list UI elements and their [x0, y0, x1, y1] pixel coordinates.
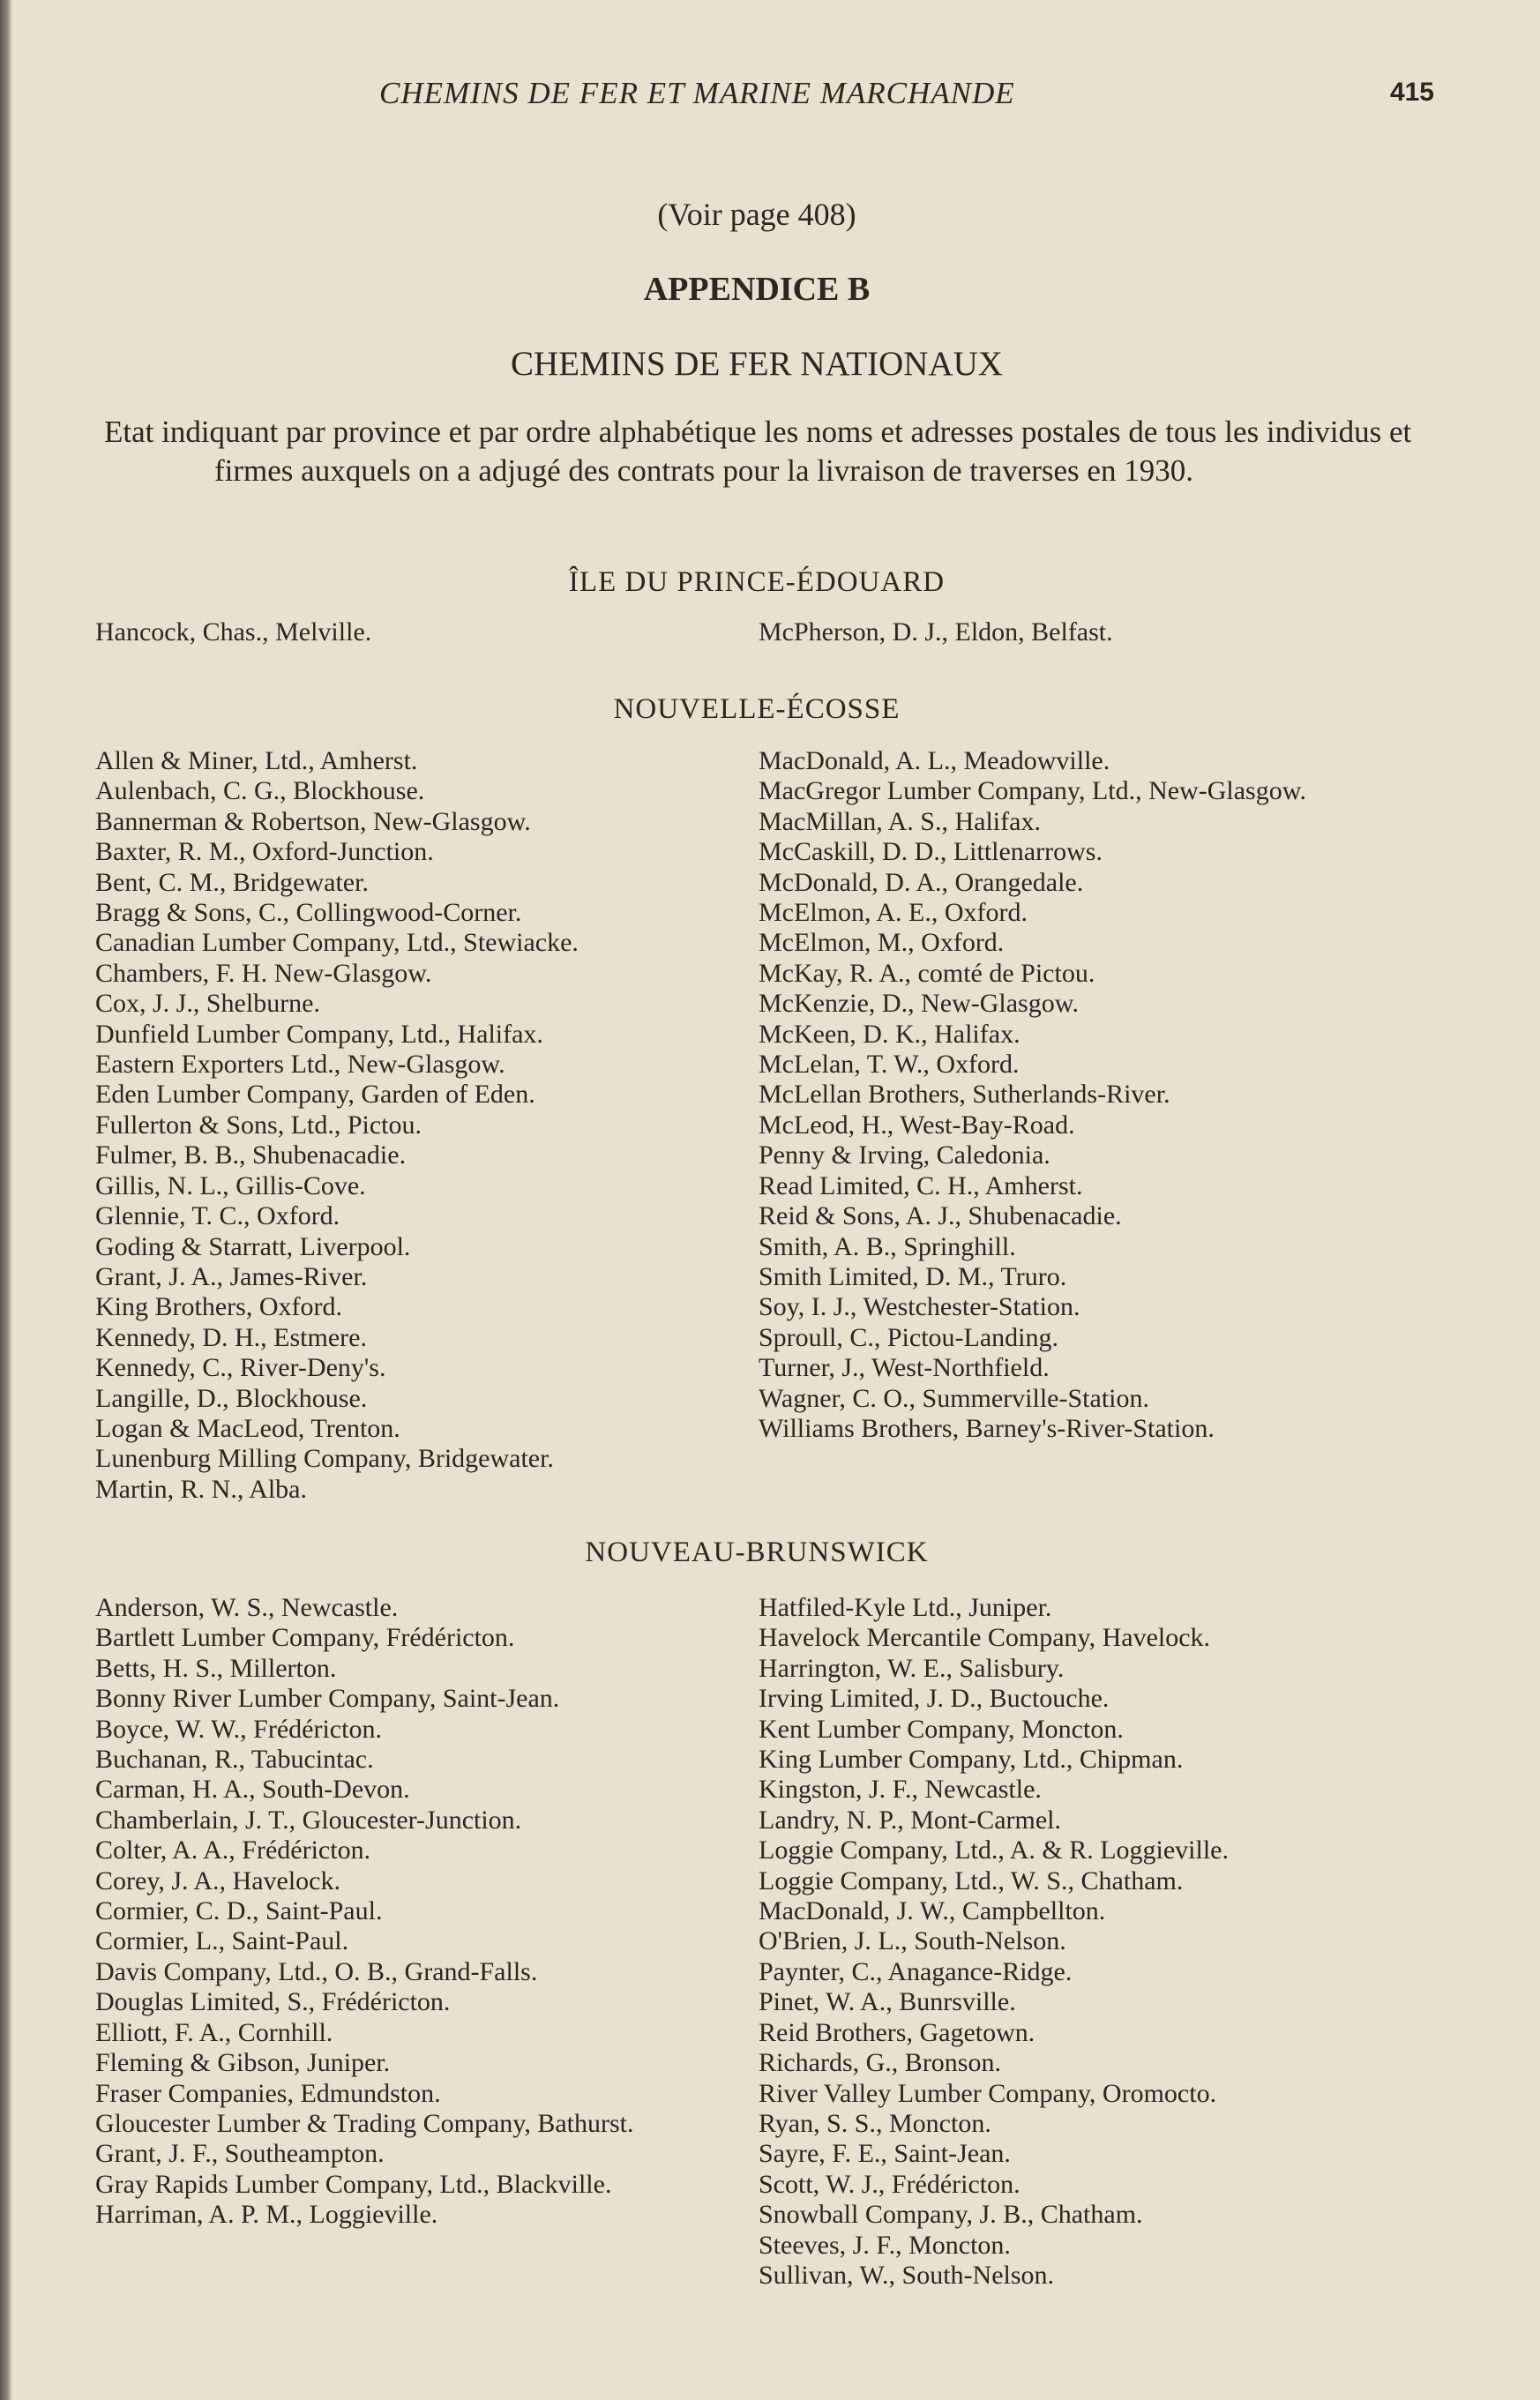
- list-item: Bent, C. M., Bridgewater.: [95, 867, 369, 897]
- list-item: Grant, J. F., Southeampton.: [95, 2139, 385, 2169]
- list-item: Loggie Company, Ltd., A. & R. Loggieville.: [759, 1836, 1229, 1865]
- list-item: Irving Limited, J. D., Buctouche.: [759, 1684, 1110, 1714]
- pei-right-column: [759, 617, 1429, 647]
- list-item: Penny & Irving, Caledonia.: [759, 1140, 1050, 1170]
- list-item: Bragg & Sons, C., Collingwood-Corner.: [95, 898, 522, 928]
- list-item: Turner, J., West-Northfield.: [759, 1353, 1050, 1383]
- list-item: MacGregor Lumber Company, Ltd., New-Glasgow.: [759, 776, 1306, 806]
- list-item: McLellan Brothers, Sutherlands-River.: [759, 1080, 1170, 1110]
- list-item: McKenzie, D., New-Glasgow.: [759, 989, 1079, 1019]
- list-item: Steeves, J. F., Moncton.: [759, 2230, 1011, 2260]
- appendix-title: APPENDICE B: [643, 271, 871, 308]
- list-item: Harrington, W. E., Salisbury.: [759, 1653, 1065, 1683]
- list-item: Reid Brothers, Gagetown.: [759, 2017, 1035, 2047]
- list-item: Logan & MacLeod, Trenton.: [95, 1413, 400, 1443]
- list-item: Colter, A. A., Frédéricton.: [95, 1836, 371, 1865]
- list-item: Elliott, F. A., Cornhill.: [95, 2017, 333, 2047]
- list-item: Anderson, W. S., Newcastle.: [95, 1593, 399, 1622]
- nova-scotia-left-column: [95, 746, 730, 1505]
- list-item: Betts, H. S., Millerton.: [95, 1653, 337, 1683]
- list-item: Baxter, R. M., Oxford-Junction.: [95, 837, 434, 867]
- list-item: McDonald, D. A., Orangedale.: [759, 867, 1084, 897]
- list-item: King Brothers, Oxford.: [95, 1292, 342, 1322]
- page-binding-shadow: [0, 0, 12, 2400]
- list-item: Williams Brothers, Barney's-River-Station.: [759, 1413, 1215, 1443]
- railway-system-title: CHEMINS DE FER NATIONAUX: [511, 345, 1003, 383]
- list-item: Sproull, C., Pictou-Landing.: [759, 1322, 1058, 1352]
- list-item: Eastern Exporters Ltd., New-Glasgow.: [95, 1050, 505, 1080]
- list-item: River Valley Lumber Company, Oromocto.: [759, 2078, 1217, 2108]
- page-header: [379, 76, 1434, 115]
- list-item: Cox, J. J., Shelburne.: [95, 989, 320, 1019]
- list-item: Fraser Companies, Edmundston.: [95, 2078, 441, 2108]
- list-item: Reid & Sons, A. J., Shubenacadie.: [759, 1201, 1122, 1231]
- list-item: Buchanan, R., Tabucintac.: [95, 1745, 374, 1775]
- list-item: Martin, R. N., Alba.: [95, 1474, 307, 1504]
- list-item: Ryan, S. S., Moncton.: [759, 2108, 991, 2138]
- list-item: Fullerton & Sons, Ltd., Pictou.: [95, 1110, 422, 1140]
- list-item: Smith Limited, D. M., Truro.: [759, 1261, 1067, 1291]
- list-item: Loggie Company, Ltd., W. S., Chatham.: [759, 1865, 1184, 1895]
- list-item: Langille, D., Blockhouse.: [95, 1383, 368, 1413]
- section-heading-new-brunswick: NOUVEAU-BRUNSWICK: [585, 1536, 929, 1568]
- pei-left-column: [95, 617, 730, 647]
- list-item: McLelan, T. W., Oxford.: [759, 1050, 1020, 1080]
- list-item: Douglas Limited, S., Frédéricton.: [95, 1987, 451, 2017]
- list-item: Sullivan, W., South-Nelson.: [759, 2260, 1055, 2290]
- intro-text: Etat indiquant par province et par ordre alphabétique les noms et adresses postales de tous les individus et firmes auxquels on a adjugé des contrats pour la livraison de traverses en 1930.: [104, 415, 1412, 488]
- list-item: Richards, G., Bronson.: [759, 2048, 1001, 2078]
- list-item: King Lumber Company, Ltd., Chipman.: [759, 1745, 1184, 1775]
- list-item: Kennedy, D. H., Estmere.: [95, 1322, 367, 1352]
- list-item: McLeod, H., West-Bay-Road.: [759, 1110, 1075, 1140]
- list-item: Paynter, C., Anagance-Ridge.: [759, 1956, 1073, 1986]
- list-item: Cormier, C. D., Saint-Paul.: [95, 1896, 383, 1926]
- list-item: Allen & Miner, Ltd., Amherst.: [95, 746, 418, 775]
- list-item: McPherson, D. J., Eldon, Belfast.: [759, 617, 1113, 647]
- list-item: Davis Company, Ltd., O. B., Grand-Falls.: [95, 1956, 538, 1986]
- list-item: Read Limited, C. H., Amherst.: [759, 1170, 1083, 1200]
- section-heading-nova-scotia: NOUVELLE-ÉCOSSE: [613, 693, 901, 725]
- list-item: Lunenburg Milling Company, Bridgewater.: [95, 1444, 554, 1474]
- intro-paragraph: [104, 413, 1423, 490]
- list-item: Wagner, C. O., Summerville-Station.: [759, 1383, 1149, 1413]
- list-item: Snowball Company, J. B., Chatham.: [759, 2200, 1143, 2230]
- list-item: Fulmer, B. B., Shubenacadie.: [95, 1140, 407, 1170]
- page-number: 415: [1389, 78, 1434, 107]
- list-item: Soy, I. J., Westchester-Station.: [759, 1292, 1080, 1322]
- list-item: McCaskill, D. D., Littlenarrows.: [759, 837, 1103, 867]
- list-item: Cormier, L., Saint-Paul.: [95, 1926, 349, 1956]
- list-item: Glennie, T. C., Oxford.: [95, 1201, 340, 1231]
- list-item: Chamberlain, J. T., Gloucester-Junction.: [95, 1805, 522, 1835]
- list-item: Aulenbach, C. G., Blockhouse.: [95, 776, 425, 806]
- list-item: Hatfiled-Kyle Ltd., Juniper.: [759, 1593, 1052, 1622]
- list-item: Bartlett Lumber Company, Frédéricton.: [95, 1623, 515, 1653]
- page-reference: (Voir page 408): [657, 197, 856, 232]
- list-item: Kennedy, C., River-Deny's.: [95, 1353, 386, 1383]
- list-item: Carman, H. A., South-Devon.: [95, 1775, 410, 1805]
- list-item: Sayre, F. E., Saint-Jean.: [759, 2139, 1011, 2169]
- list-item: Goding & Starratt, Liverpool.: [95, 1231, 411, 1261]
- list-item: Chambers, F. H. New-Glasgow.: [95, 958, 432, 988]
- list-item: Bannerman & Robertson, New-Glasgow.: [95, 806, 531, 836]
- list-item: Canadian Lumber Company, Ltd., Stewiacke.: [95, 928, 579, 958]
- list-item: Gloucester Lumber & Trading Company, Bathurst.: [95, 2108, 634, 2138]
- list-item: Smith, A. B., Springhill.: [759, 1231, 1016, 1261]
- list-item: Grant, J. A., James-River.: [95, 1261, 368, 1291]
- list-item: Landry, N. P., Mont-Carmel.: [759, 1805, 1062, 1835]
- list-item: Gray Rapids Lumber Company, Ltd., Blackville.: [95, 2169, 612, 2199]
- list-item: McKeen, D. K., Halifax.: [759, 1019, 1020, 1049]
- new-brunswick-right-column: [759, 1593, 1429, 2291]
- list-item: Boyce, W. W., Frédéricton.: [95, 1714, 382, 1744]
- list-item: Bonny River Lumber Company, Saint-Jean.: [95, 1684, 560, 1714]
- new-brunswick-left-column: [95, 1593, 730, 2231]
- section-heading-pei: ÎLE DU PRINCE-ÉDOUARD: [568, 566, 946, 598]
- list-item: Fleming & Gibson, Juniper.: [95, 2048, 391, 2078]
- running-title: CHEMINS DE FER ET MARINE MARCHANDE: [379, 76, 1015, 110]
- list-item: Havelock Mercantile Company, Havelock.: [759, 1623, 1211, 1653]
- list-item: Corey, J. A., Havelock.: [95, 1865, 340, 1895]
- list-item: McElmon, M., Oxford.: [759, 928, 1005, 958]
- list-item: Scott, W. J., Frédéricton.: [759, 2169, 1020, 2199]
- list-item: Kingston, J. F., Newcastle.: [759, 1775, 1042, 1805]
- list-item: Harriman, A. P. M., Loggieville.: [95, 2200, 438, 2230]
- list-item: Dunfield Lumber Company, Ltd., Halifax.: [95, 1019, 543, 1049]
- list-item: McElmon, A. E., Oxford.: [759, 898, 1028, 928]
- list-item: Gillis, N. L., Gillis-Cove.: [95, 1170, 366, 1200]
- list-item: Eden Lumber Company, Garden of Eden.: [95, 1080, 535, 1110]
- nova-scotia-right-column: [759, 746, 1429, 1444]
- list-item: McKay, R. A., comté de Pictou.: [759, 958, 1095, 988]
- list-item: O'Brien, J. L., South-Nelson.: [759, 1926, 1066, 1956]
- list-item: Kent Lumber Company, Moncton.: [759, 1714, 1124, 1744]
- list-item: Pinet, W. A., Bunrsville.: [759, 1987, 1016, 2017]
- list-item: MacMillan, A. S., Halifax.: [759, 806, 1041, 836]
- list-item: MacDonald, A. L., Meadowville.: [759, 746, 1110, 775]
- list-item: Hancock, Chas., Melville.: [95, 617, 372, 647]
- list-item: MacDonald, J. W., Campbellton.: [759, 1896, 1106, 1926]
